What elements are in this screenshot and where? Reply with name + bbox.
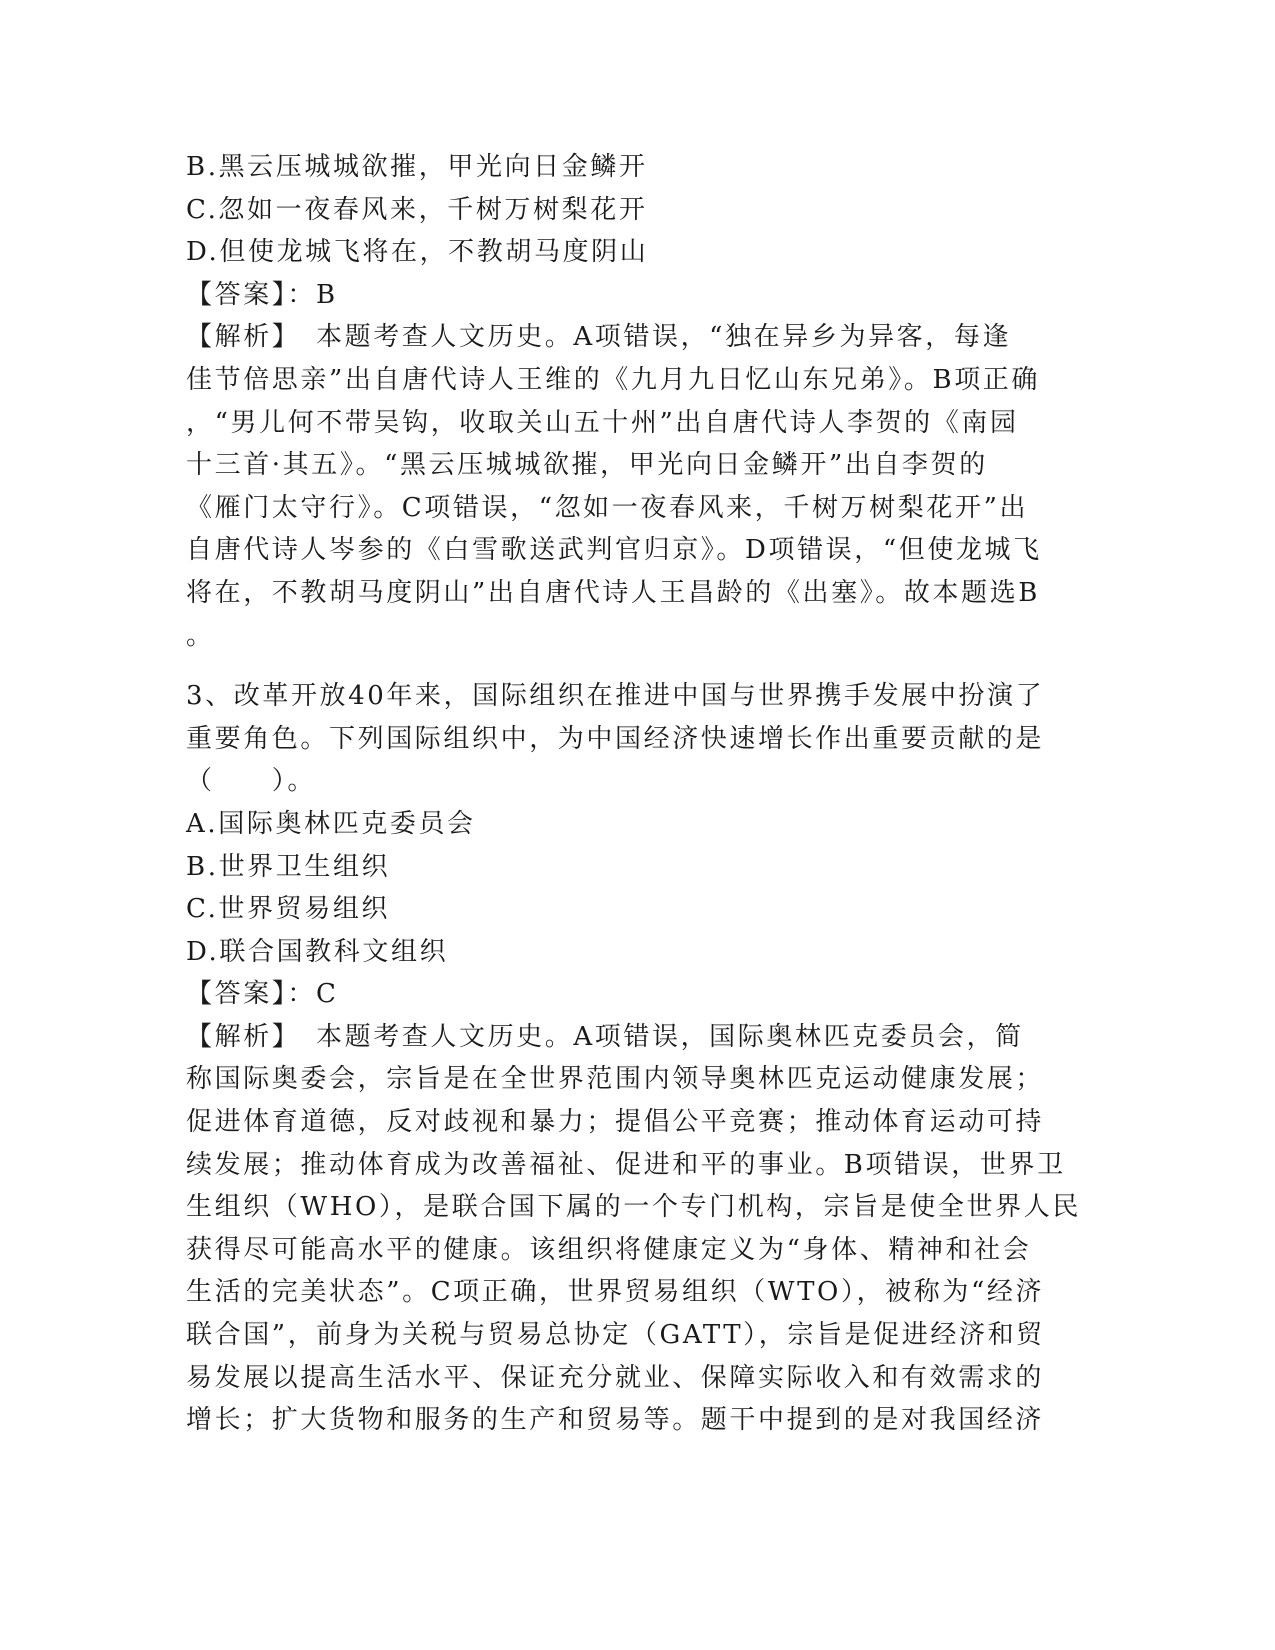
q3-option-a: A.国际奥林匹克委员会: [186, 808, 476, 839]
q3-analysis-line: 联合国”，前身为关税与贸易总协定（GATT），宗旨是促进经济和贸: [186, 1320, 1045, 1351]
q2-analysis-line: 佳节倍思亲”出自唐代诗人王维的《九月九日忆山东兄弟》。B项正确: [186, 364, 1040, 395]
question-spacer: [186, 657, 1066, 675]
q3-analysis-line: 促进体育道德，反对歧视和暴力；提倡公平竞赛；推动体育运动可持: [186, 1107, 1045, 1138]
document-content: [186, 146, 1081, 1442]
q2-analysis-line: 十三首·其五》。“黑云压城城欲摧，甲光向日金鳞开”出自李贺的: [186, 450, 988, 481]
q2-option-d: D.但使龙城飞将在，不教胡马度阴山: [186, 237, 649, 268]
q2-analysis-line: 【解析】 本题考查人文历史。A项错误，“独在异乡为异客，每逢: [186, 322, 1012, 353]
q2-option-c: C.忽如一夜春风来，千树万树梨花开: [186, 194, 648, 225]
q3-analysis-line: 称国际奥委会，宗旨是在全世界范围内领导奥林匹克运动健康发展；: [186, 1064, 1045, 1095]
q3-stem-line: （ ）。: [186, 766, 317, 797]
q3-analysis-line: 生活的完美状态”。C项正确，世界贸易组织（WTO），被称为“经济: [186, 1277, 1045, 1308]
q2-analysis-line: 自唐代诗人岑参的《白雪歌送武判官归京》。D项错误，“但使龙城飞: [186, 535, 1042, 566]
q3-stem-line: 重要角色。下列国际组织中，为中国经济快速增长作出重要贡献的是: [186, 723, 1045, 754]
q2-option-b: B.黑云压城城欲摧，甲光向日金鳞开: [186, 152, 648, 182]
q3-option-c: C.世界贸易组织: [186, 894, 391, 925]
q3-analysis-line: 生组织（WHO），是联合国下属的一个专门机构，宗旨是使全世界人民: [186, 1192, 1081, 1223]
q3-stem-line: 3、改革开放40年来，国际组织在推进中国与世界携手发展中扮演了: [186, 681, 1045, 712]
q2-answer: 【答案】：B: [186, 279, 338, 310]
q3-answer: 【答案】：C: [186, 979, 339, 1010]
q3-analysis-line: 续发展；推动体育成为改善福祉、促进和平的事业。B项错误，世界卫: [186, 1149, 1066, 1180]
q3-option-b: B.世界卫生组织: [186, 851, 391, 882]
q3-analysis-line: 增长；扩大货物和服务的生产和贸易等。题干中提到的是对我国经济: [186, 1405, 1045, 1436]
q2-analysis-line: 将在，不教胡马度阴山”出自唐代诗人王昌龄的《出塞》。故本题选B: [186, 577, 1040, 608]
q2-analysis-line: 。: [186, 620, 215, 651]
q2-analysis-line: 《雁门太守行》。C项错误，“忽如一夜春风来，千树万树梨花开”出: [186, 492, 1029, 523]
q3-analysis-line: 易发展以提高生活水平、保证充分就业、保障实际收入和有效需求的: [186, 1362, 1045, 1393]
q3-analysis-line: 获得尽可能高水平的健康。该组织将健康定义为“身体、精神和社会: [186, 1234, 1032, 1265]
q2-analysis-line: ，“男儿何不带吴钩，收取关山五十州”出自唐代诗人李贺的《南园: [186, 407, 1019, 438]
q3-option-d: D.联合国教科文组织: [186, 936, 449, 967]
q3-analysis-line: 【解析】 本题考查人文历史。A项错误，国际奥林匹克委员会，简: [186, 1021, 1024, 1052]
